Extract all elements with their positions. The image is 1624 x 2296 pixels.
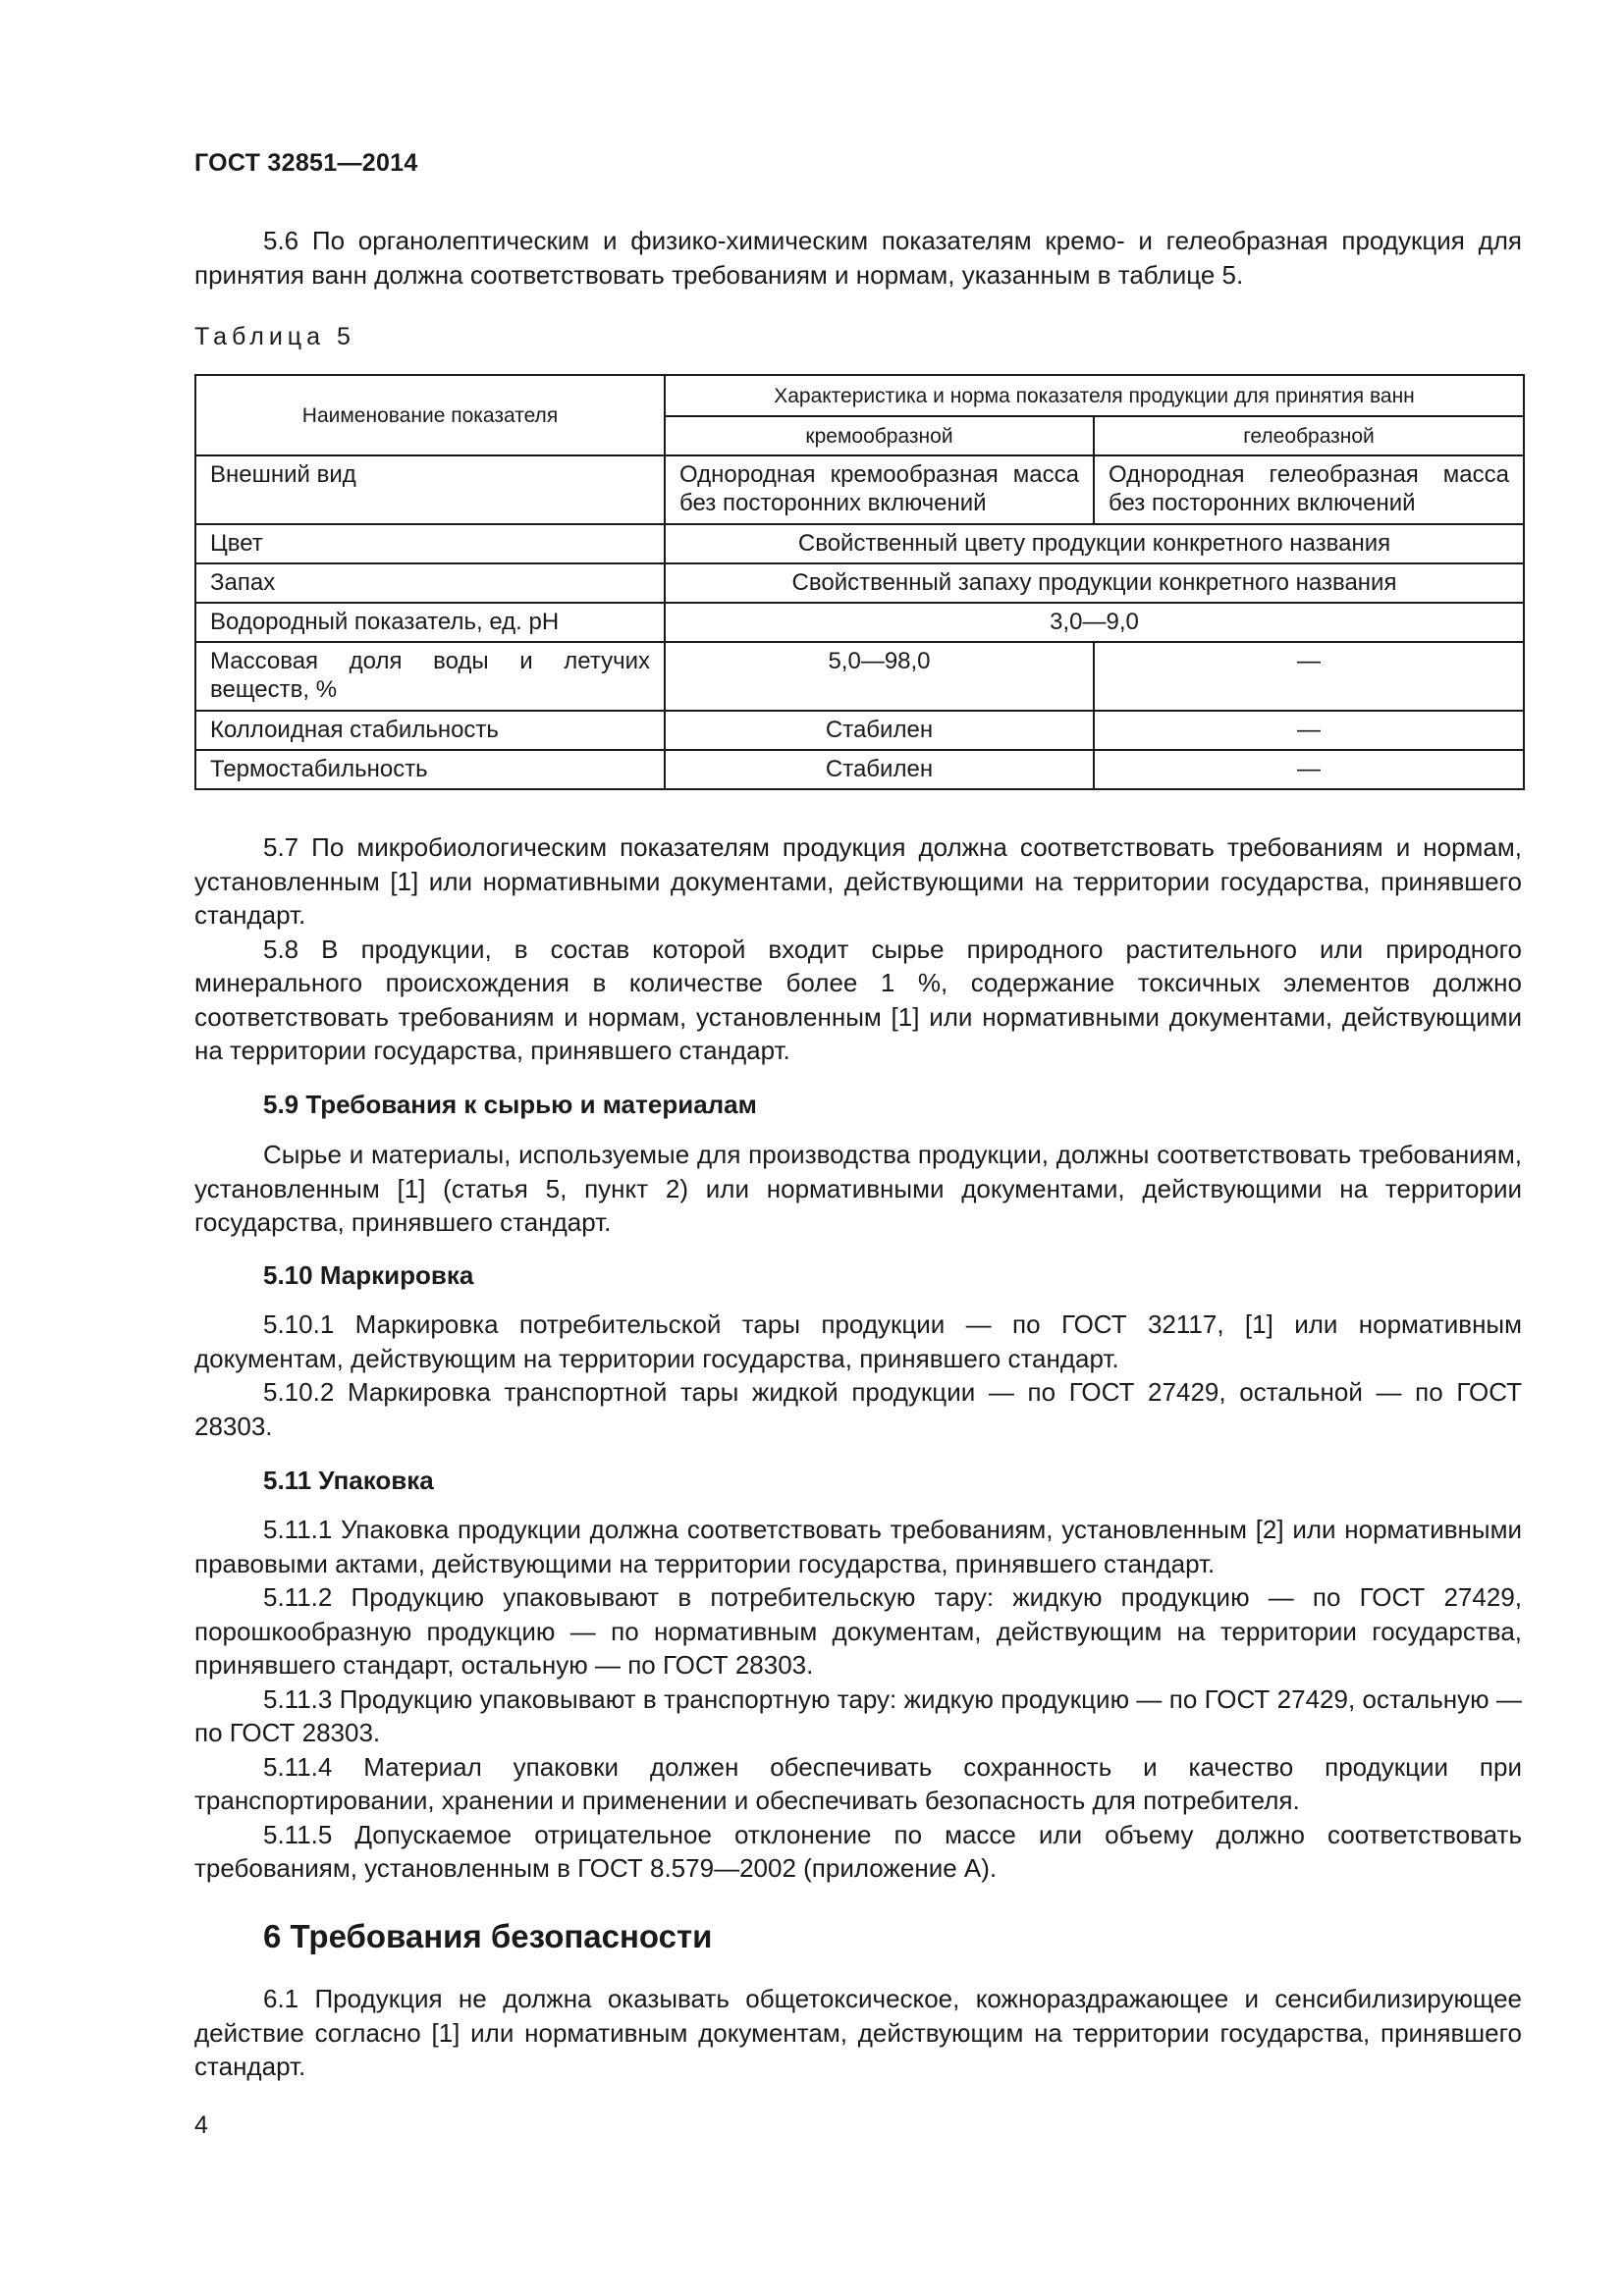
paragraph-5-7: 5.7 По микробиологическим показателям продукция должна соответствовать требованиям и нормам, установленным [1] или нормативными документами, действующими на территории государства, принявшего стандарт. xyxy=(194,832,1522,930)
table-row xyxy=(195,711,1524,750)
paragraph-6-1: 6.1 Продукция не должна оказывать общетоксическое, кожнораздражающее и сенсибилизирующее действие согласно [1] или нормативным документам, действующим на территории государства, принявшего стандарт. xyxy=(194,1984,1522,2081)
paragraph-5-11-3: 5.11.3 Продукцию упаковывают в транспортную тару: жидкую продукцию — по ГОСТ 27429, остальную — по ГОСТ 28303. xyxy=(194,1683,1522,1747)
cell-gel: — xyxy=(1094,711,1524,750)
paragraph-5-11-2: 5.11.2 Продукцию упаковывают в потребительскую тару: жидкую продукцию — по ГОСТ 27429, порошкообразную продукцию — по нормативным документам, действующим на территории государства, принявшего стандарт, остальную — по ГОСТ 28303. xyxy=(194,1582,1522,1680)
table-caption: Таблица 5 xyxy=(194,323,355,350)
document-header: ГОСТ 32851—2014 xyxy=(194,149,418,177)
header-indicator: Наименование показателя xyxy=(195,375,665,455)
cell-cream: 5,0—98,0 xyxy=(665,642,1094,711)
heading-5-10: 5.10 Маркировка xyxy=(263,1260,474,1290)
cell-name: Цвет xyxy=(195,524,665,563)
cell-name: Массовая доля воды и летучих веществ, % xyxy=(195,642,665,711)
paragraph-5-10-2: 5.10.2 Маркировка транспортной тары жидкой продукции — по ГОСТ 27429, остальной — по ГОСТ 28303. xyxy=(194,1377,1522,1441)
paragraph-6-1-block xyxy=(194,1982,1522,2084)
cell-merged: Свойственный цвету продукции конкретного названия xyxy=(665,524,1524,563)
cell-cream: Однородная кремообразная масса без посторонних включений xyxy=(665,455,1094,524)
heading-5-11: 5.11 Упаковка xyxy=(263,1466,434,1495)
cell-name: Коллоидная стабильность xyxy=(195,711,665,750)
paragraphs-5-7-5-8 xyxy=(194,830,1522,1068)
table-row xyxy=(195,563,1524,603)
paragraph-5-11-5: 5.11.5 Допускаемое отрицательное отклонение по массе или объему должно соответствовать требованиям, установленным в ГОСТ 8.579—2002 (приложение А). xyxy=(194,1819,1522,1883)
paragraph-5-9-block xyxy=(194,1138,1522,1240)
heading-5-9: 5.9 Требования к сырью и материалам xyxy=(263,1090,757,1119)
table-row xyxy=(195,524,1524,563)
cell-merged: Свойственный запаху продукции конкретного названия xyxy=(665,563,1524,603)
page-number: 4 xyxy=(194,2111,208,2139)
cell-merged: 3,0—9,0 xyxy=(665,603,1524,642)
header-cream: кремообразной xyxy=(665,416,1094,455)
cell-name: Термостабильность xyxy=(195,750,665,789)
paragraph-5-11-1: 5.11.1 Упаковка продукции должна соответствовать требованиям, установленным [2] или нормативными правовыми актами, действующими на территории государства, принявшего стандарт. xyxy=(194,1515,1522,1578)
header-gel: гелеобразной xyxy=(1094,416,1524,455)
table-row xyxy=(195,603,1524,642)
paragraph-5-9: Сырье и материалы, используемые для производства продукции, должны соответствовать требованиям, установленным [1] (статья 5, пункт 2) или нормативными документами, действующими на территории государства, принявшего стандарт. xyxy=(194,1140,1522,1237)
cell-gel: — xyxy=(1094,750,1524,789)
cell-name: Водородный показатель, ед. pH xyxy=(195,603,665,642)
table-row xyxy=(195,642,1524,711)
cell-name: Запах xyxy=(195,563,665,603)
cell-gel: — xyxy=(1094,642,1524,711)
paragraphs-5-11 xyxy=(194,1513,1522,1886)
paragraphs-5-10 xyxy=(194,1308,1522,1443)
paragraph-5-11-4: 5.11.4 Материал упаковки должен обеспечивать сохранность и качество продукции при транспортировании, хранении и применении и обеспечивать безопасность для потребителя. xyxy=(194,1751,1522,1815)
table-5 xyxy=(194,374,1525,790)
section-6-title: 6 Требования безопасности xyxy=(263,1918,713,1954)
cell-cream: Стабилен xyxy=(665,711,1094,750)
paragraph-5-6 xyxy=(194,224,1522,292)
cell-name: Внешний вид xyxy=(195,455,665,524)
table-row xyxy=(195,455,1524,524)
cell-cream: Стабилен xyxy=(665,750,1094,789)
table-row xyxy=(195,750,1524,789)
table-header-row xyxy=(195,375,1524,416)
paragraph-text: 5.6 По органолептическим и физико-химическим показателям кремо- и гелеобразная продукция для принятия ванн должна соответствовать требованиям и нормам, указанным в таблице 5. xyxy=(194,226,1522,290)
header-group: Характеристика и норма показателя продукции для принятия ванн xyxy=(665,375,1524,416)
cell-gel: Однородная гелеобразная масса без посторонних включений xyxy=(1094,455,1524,524)
paragraph-5-8: 5.8 В продукции, в состав которой входит сырье природного растительного или природного минерального происхождения в количестве более 1 %, содержание токсичных элементов должно соответствовать требованиям и нормам, установленным [1] или нормативными документами, действующими на территории государства, принявшего стандарт. xyxy=(194,934,1522,1065)
paragraph-5-10-1: 5.10.1 Маркировка потребительской тары продукции — по ГОСТ 32117, [1] или нормативным документам, действующим на территории государства, принявшего стандарт. xyxy=(194,1309,1522,1373)
